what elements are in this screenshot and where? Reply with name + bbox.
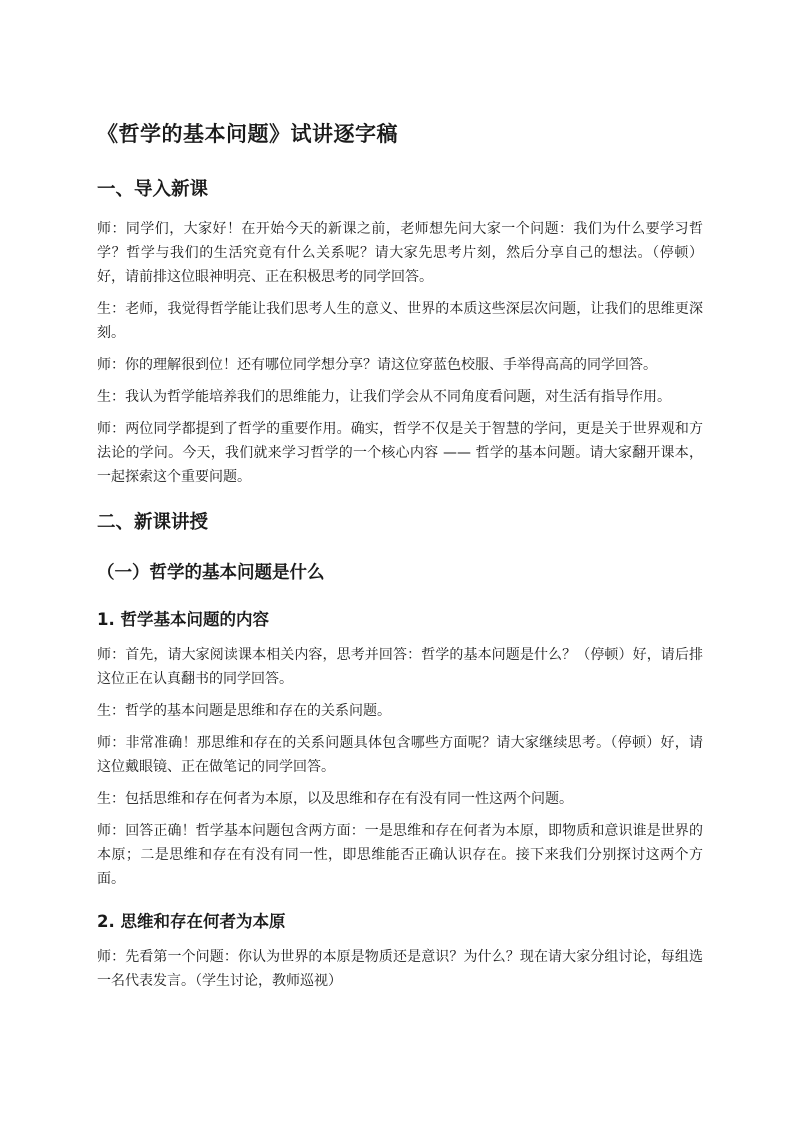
section-heading-intro: 一、导入新课	[97, 179, 209, 200]
document-title: 《哲学的基本问题》试讲逐字稿	[97, 122, 398, 146]
paragraph: 师：回答正确！哲学基本问题包含两方面：一是思维和存在何者为本原，即物质和意识谁是世界的本原；二是思维和存在有没有同一性，即思维能否正确认识存在。接下来我们分别探讨这两个方面。	[97, 823, 703, 887]
paragraph: 师：同学们，大家好！在开始今天的新课之前，老师想先问大家一个问题：我们为什么要学习哲学？哲学与我们的生活究竟有什么关系呢？请大家先思考片刻，然后分享自己的想法。（停顿）好，请前排这位眼神明亮、正在积极思考的同学回答。	[97, 221, 703, 285]
paragraph: 师：你的理解很到位！还有哪位同学想分享？请这位穿蓝色校服、手举得高高的同学回答。	[97, 357, 657, 373]
part-heading-content: 1. 哲学基本问题的内容	[97, 610, 269, 629]
paragraph: 师：首先，请大家阅读课本相关内容，思考并回答：哲学的基本问题是什么？（停顿）好，请后排这位正在认真翻书的同学回答。	[97, 647, 703, 687]
paragraph: 师：两位同学都提到了哲学的重要作用。确实，哲学不仅是关于智慧的学问，更是关于世界观和方法论的学问。今天，我们就来学习哲学的一个核心内容 —— 哲学的基本问题。请大家翻开课本，一起探索这个重要问题。	[97, 421, 703, 485]
paragraph: 生：我认为哲学能培养我们的思维能力，让我们学会从不同角度看问题，对生活有指导作用。	[97, 389, 671, 405]
part-heading-origin: 2. 思维和存在何者为本原	[97, 912, 286, 931]
subsection-heading: （一）哲学的基本问题是什么	[97, 563, 325, 583]
section-heading-new-lesson: 二、新课讲授	[97, 512, 209, 533]
paragraph: 生：老师，我觉得哲学能让我们思考人生的意义、世界的本质这些深层次问题，让我们的思维更深刻。	[97, 301, 703, 341]
paragraph: 师：非常准确！那思维和存在的关系问题具体包含哪些方面呢？请大家继续思考。（停顿）好，请这位戴眼镜、正在做笔记的同学回答。	[97, 735, 703, 775]
paragraph: 生：哲学的基本问题是思维和存在的关系问题。	[97, 703, 391, 719]
paragraph: 师：先看第一个问题：你认为世界的本原是物质还是意识？为什么？现在请大家分组讨论，每组选一名代表发言。（学生讨论，教师巡视）	[97, 949, 703, 989]
paragraph: 生：包括思维和存在何者为本原，以及思维和存在有没有同一性这两个问题。	[97, 791, 573, 807]
